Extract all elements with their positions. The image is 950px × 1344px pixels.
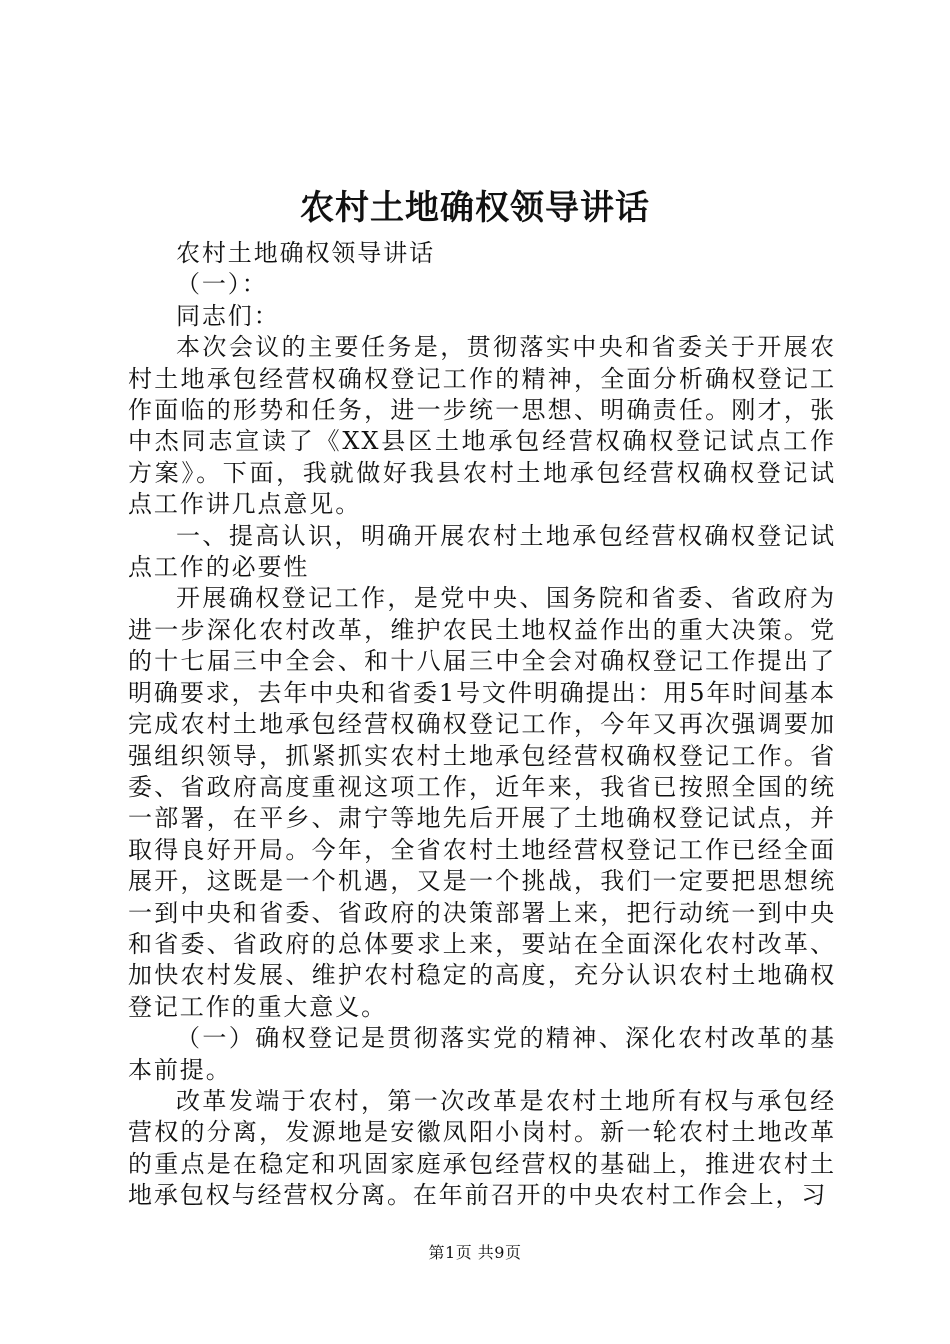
paragraph-section-heading: 一、提高认识，明确开展农村土地承包经营权确权登记试点工作的必要性 xyxy=(128,521,836,582)
paragraph-section-marker: （一）： xyxy=(176,270,268,299)
paragraph-heading-repeat: 农村土地确权领导讲话 xyxy=(176,239,435,267)
paragraph-body: 改革发端于农村，第一次改革是农村土地所有权与承包经营权的分离，发源地是安徽凤阳小岗村。新一轮农村土地改革的重点是在稳定和巩固家庭承包经营权的基础上，推进农村土地承包权与经营权分离。在年前召开的中央农村工作会上，习 xyxy=(128,1086,836,1210)
paragraph-intro: 本次会议的主要任务是，贯彻落实中央和省委关于开展农村土地承包经营权确权登记工作的精神，全面分析确权登记工作面临的形势和任务，进一步统一思想、明确责任。刚才，张中杰同志宣读了《XX县区土地承包经营权确权登记试点工作方案》。下面，我就做好我县农村土地承包经营权确权登记试点工作讲几点意见。 xyxy=(128,333,836,519)
paragraph-subheading: （一）确权登记是贯彻落实党的精神、深化农村改革的基本前提。 xyxy=(128,1024,836,1084)
page-number-footer: 第1页 共9页 xyxy=(428,1243,522,1262)
document-body xyxy=(128,238,836,1212)
paragraph-body: 开展确权登记工作，是党中央、国务院和省委、省政府为进一步深化农村改革，维护农民土地权益作出的重大决策。党的十七届三中全会、和十八届三中全会对确权登记工作提出了明确要求，去年中央和省委1号文件明确提出：用5年时间基本完成农村土地承包经营权确权登记工作，今年又再次强调要加强组织领导，抓紧抓实农村土地承包经营权确权登记工作。省委、省政府高度重视这项工作，近年来，我省已按照全国的统一部署，在平乡、肃宁等地先后开展了土地确权登记试点，并取得良好开局。今年，全省农村土地经营权登记工作已经全面展开，这既是一个机遇，又是一个挑战，我们一定要把思想统一到中央和省委、省政府的决策部署上来，把行动统一到中央和省委、省政府的总体要求上来，要站在全面深化农村改革、加快农村发展、维护农村稳定的高度，充分认识农村土地确权登记工作的重大意义。 xyxy=(128,584,836,1021)
paragraph-salutation: 同志们： xyxy=(176,301,280,330)
document-title: 农村土地确权领导讲话 xyxy=(300,188,650,228)
